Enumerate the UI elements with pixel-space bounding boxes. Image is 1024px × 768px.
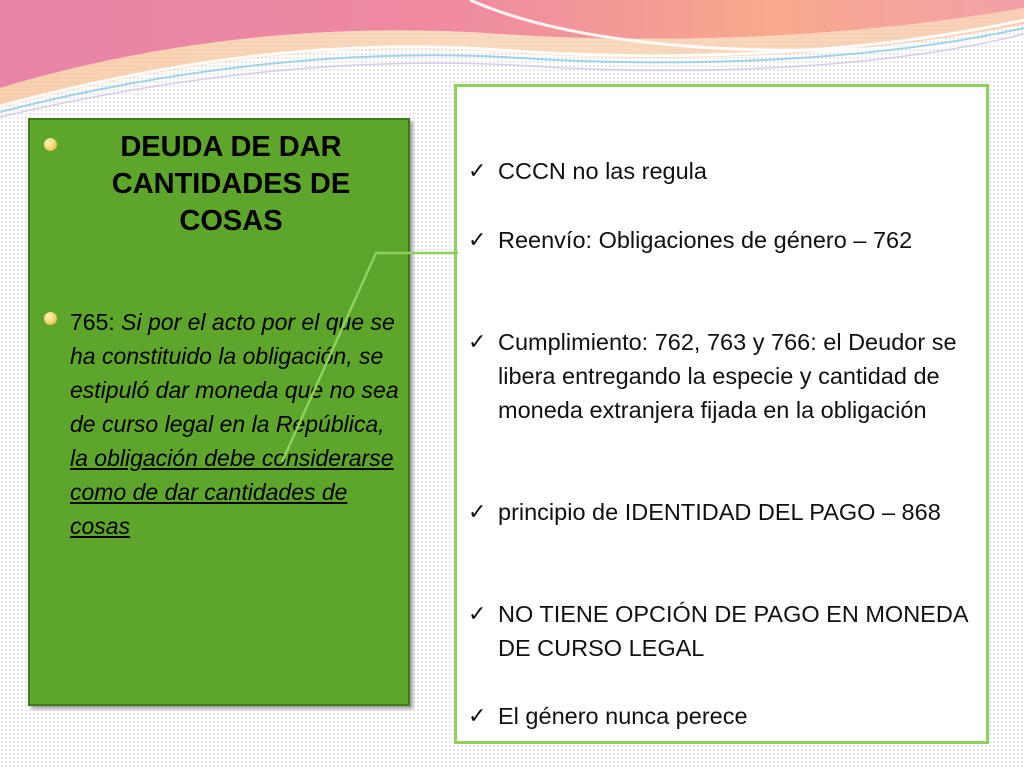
- note-item: [468, 597, 968, 665]
- note-item: [468, 699, 968, 733]
- note-text: NO TIENE OPCIÓN DE PAGO EN MONEDA DE CURSO LEGAL: [498, 601, 968, 661]
- checkmark-icon: ✓: [468, 329, 487, 354]
- article-quote-continued: República,: [269, 411, 385, 437]
- checkmark-icon: ✓: [468, 499, 487, 524]
- note-item: [468, 223, 968, 257]
- article-quote: Si por el acto por el que se ha constituido la obligación, se estipuló dar moneda que no sea de curso legal en la: [70, 309, 399, 437]
- article-number: 765:: [70, 309, 122, 335]
- note-text: Reenvío: Obligaciones de género – 762: [498, 227, 913, 253]
- note-item: [468, 325, 968, 427]
- panel-heading: DEUDA DE DAR CANTIDADES DE COSAS: [111, 131, 351, 237]
- note-item: [468, 154, 968, 188]
- round-gold-bullet-icon: [44, 138, 57, 151]
- note-text: principio de IDENTIDAD DEL PAGO – 868: [498, 499, 941, 525]
- checkmark-icon: ✓: [468, 158, 487, 183]
- note-text: CCCN no las regula: [498, 158, 707, 184]
- note-text: Cumplimiento: 762, 763 y 766: el Deudor se libera entregando la especie y cantidad de moneda extranjera fijada en la obligación: [498, 329, 957, 423]
- note-item: [468, 495, 968, 529]
- note-text: El género nunca perece: [498, 703, 748, 729]
- article-emphasis: la obligación debe considerarse como de dar cantidades de cosas: [70, 445, 394, 539]
- checkmark-icon: ✓: [468, 601, 487, 626]
- article-765-paragraph: [70, 305, 400, 543]
- round-gold-bullet-icon: [44, 312, 57, 325]
- checkmark-icon: ✓: [468, 703, 487, 728]
- checkmark-icon: ✓: [468, 227, 487, 252]
